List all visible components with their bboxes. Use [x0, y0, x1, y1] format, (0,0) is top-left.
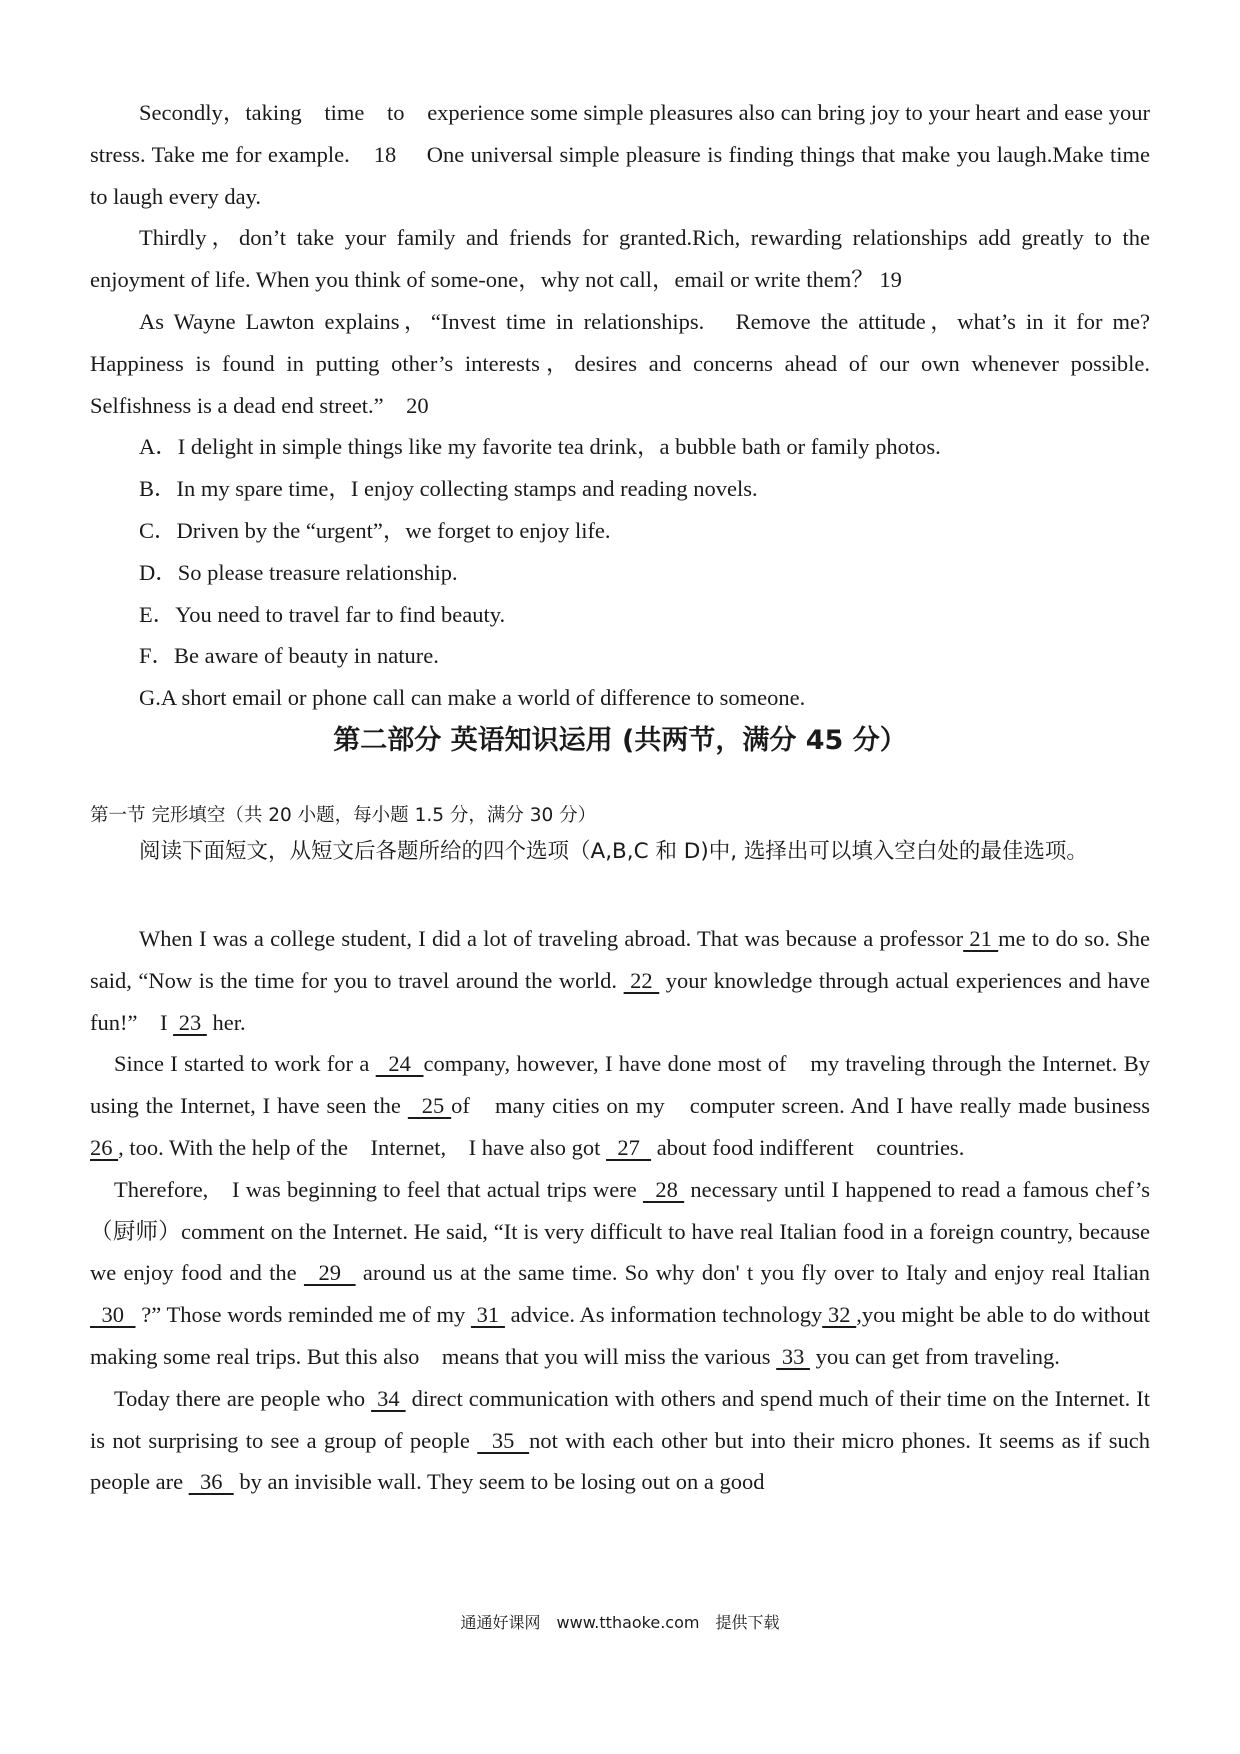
cloze-text: company, however, I have done most of my traveling through the Internet. By using the Internet, I have seen the: [90, 1051, 1151, 1119]
blank-32: 32: [822, 1302, 857, 1328]
cloze-paragraph-4: [90, 1378, 1150, 1503]
page-footer: 通通好课网 www.tthaoke.com 提供下载: [460, 1613, 780, 1632]
cloze-text: her.: [206, 1009, 246, 1035]
cloze-paragraph-1: [90, 918, 1150, 1043]
blank-33: 33: [776, 1343, 810, 1369]
blank-21: 21: [963, 925, 999, 951]
cloze-text: Therefore, I was beginning to feel that actual trips were: [114, 1176, 643, 1202]
option-f: F．Be aware of beauty in nature.: [139, 643, 439, 669]
cloze-text: , too. With the help of the Internet, I have also got: [118, 1134, 607, 1160]
blank-31: 31: [470, 1302, 505, 1328]
blank-25: 25: [407, 1093, 452, 1119]
cloze-paragraph-3: [90, 1169, 1150, 1378]
cloze-text: by an invisible wall. They seem to be losing out on a good: [233, 1469, 765, 1495]
cloze-text: advice. As information technology: [504, 1302, 823, 1328]
option-e: E．You need to travel far to find beauty.: [139, 601, 506, 627]
cloze-text: around us at the same time. So why don' t you fly over to Italy and enjoy real Italian: [355, 1260, 1150, 1286]
blank-24: 24: [375, 1051, 424, 1077]
cloze-text: about food indifferent countries.: [651, 1134, 965, 1160]
cloze-text: ,you might be able to do without making some real trips. But this also means that you will miss the various: [90, 1302, 1151, 1369]
blank-30: 30: [90, 1302, 136, 1328]
blank-35: 35: [477, 1427, 530, 1453]
cloze-text: When I was a college student, I did a lot of traveling abroad. That was because a professor: [139, 925, 964, 951]
document-page: [90, 92, 1150, 1503]
instruction-text: 阅读下面短文，从短文后各题所给的四个选项（A,B,C 和 D)中, 选择出可以填入空白处的最佳选项。: [139, 838, 1088, 864]
option-c: C．Driven by the “urgent”，we forget to enjoy life.: [139, 517, 611, 543]
cloze-text: not with each other but into their micro phones. It seems as if such people are: [90, 1427, 1151, 1495]
blank-36: 36: [188, 1469, 234, 1495]
spacer: [90, 872, 1150, 918]
cloze-text: your knowledge through actual experiences and have fun!” I: [90, 967, 1150, 1035]
option-a: A．I delight in simple things like my favorite tea drink，a bubble bath or family photos.: [139, 434, 941, 460]
blank-34: 34: [371, 1385, 406, 1411]
section-title: 第一节 完形填空（共 20 小题，每小题 1.5 分，满分 30 分）: [90, 804, 597, 826]
part-heading: 第二部分 英语知识运用 (共两节，满分 45 分）: [333, 724, 907, 756]
reading-paragraph-3: As Wayne Lawton explains，“Invest time in relationships. Remove the attitude，what’s in it for me? Happiness is found in putting other’s interests，desires and concerns ahead of our own whenever possible. Selfishness is a dead end street.” 20: [90, 308, 1150, 418]
cloze-text: direct communication with others and spend much of their time on the Internet. It is not surprising to see a group of people: [90, 1385, 1150, 1453]
cloze-text: ?” Those words reminded me of my: [135, 1302, 471, 1328]
cloze-paragraph-2: [90, 1043, 1150, 1168]
blank-27: 27: [606, 1134, 652, 1160]
cloze-text: of many cities on my computer screen. And I have really made business: [451, 1093, 1151, 1119]
option-list: [90, 426, 1150, 719]
blank-28: 28: [642, 1176, 685, 1202]
option-g: G.A short email or phone call can make a world of difference to someone.: [139, 685, 806, 711]
blank-29: 29: [303, 1260, 356, 1286]
blank-26: 26: [90, 1134, 119, 1160]
reading-paragraph-1: Secondly，taking time to experience some simple pleasures also can bring joy to your heart and ease your stress. Take me for example. 18 One universal simple pleasure is finding things that make you laugh.Make time to laugh every day.: [90, 100, 1150, 209]
option-d: D．So please treasure relationship.: [139, 559, 458, 585]
blank-22: 22: [623, 967, 660, 993]
cloze-text: Since I started to work for a: [114, 1051, 376, 1077]
option-b: B．In my spare time，I enjoy collecting stamps and reading novels.: [139, 476, 758, 502]
cloze-text: me to do so. She said, “Now is the time for you to travel around the world.: [90, 925, 1151, 993]
cloze-text: necessary until I happened to read a famous chef’s（厨师）comment on the Internet. He said, “It is very difficult to have real Italian food in a foreign country, because we enjoy food and the: [90, 1176, 1150, 1286]
cloze-text: you can get from traveling.: [809, 1343, 1060, 1369]
cloze-text: Today there are people who: [114, 1385, 372, 1411]
reading-paragraph-2: Thirdly，don’t take your family and friends for granted.Rich, rewarding relationships add greatly to the enjoyment of life. When you think of some-one，why not call，email or write them？ 19: [90, 225, 1150, 293]
blank-23: 23: [173, 1009, 207, 1035]
